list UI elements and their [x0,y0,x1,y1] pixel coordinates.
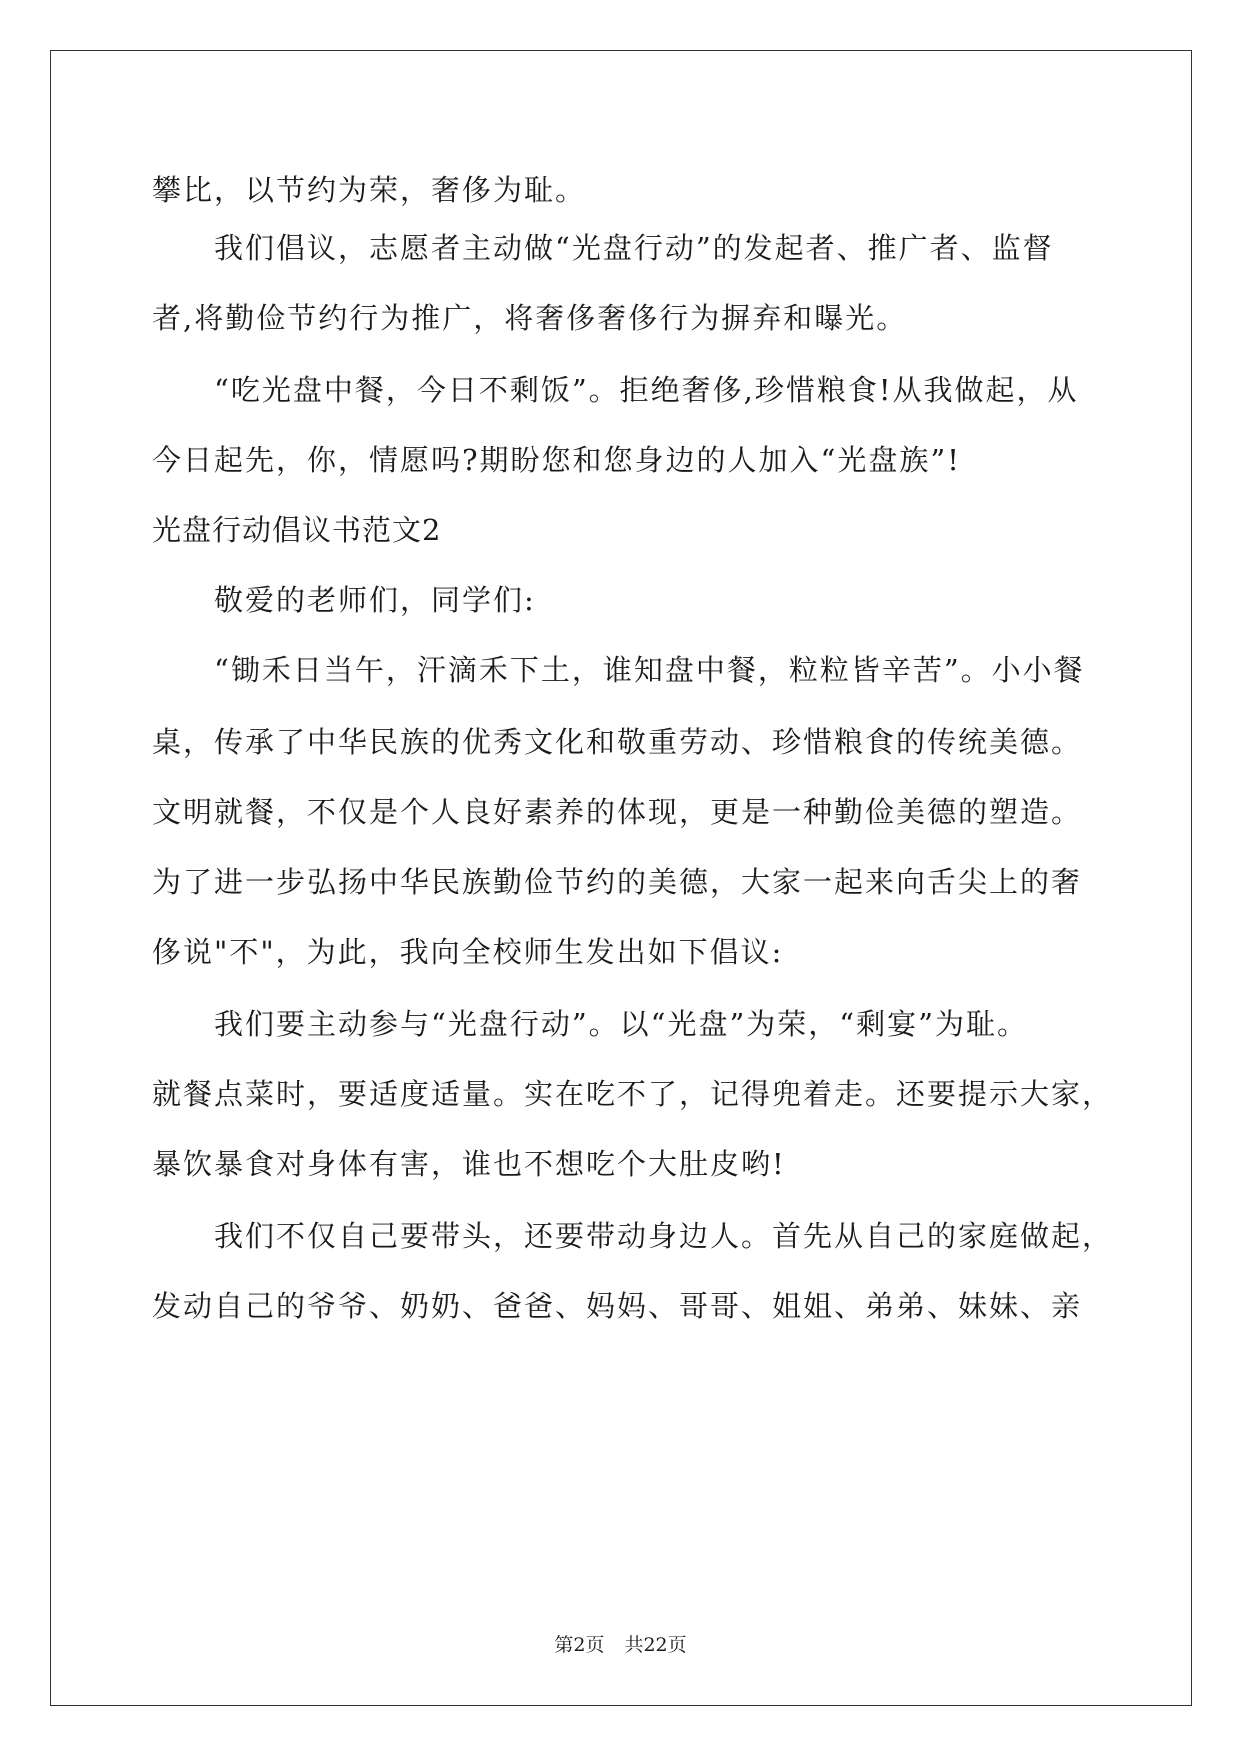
paragraph-line: 发动自己的爷爷、奶奶、爸爸、妈妈、哥哥、姐姐、弟弟、妹妹、亲 [152,1289,1083,1323]
paragraph-line: 文明就餐，不仅是个人良好素养的体现，更是一种勤俭美德的塑造。 [152,795,1083,829]
page-number: 第2页 [554,1634,605,1656]
paragraph-line: 我们不仅自己要带头，还要带动身边人。首先从自己的家庭做起， [214,1219,1114,1253]
page-footer [0,1633,1241,1657]
paragraph-line: 桌，传承了中华民族的优秀文化和敬重劳动、珍惜粮食的传统美德。 [152,725,1083,759]
paragraph-line: “吃光盘中餐，今日不剩饭”。拒绝奢侈,珍惜粮食!从我做起，从 [214,373,1079,407]
paragraph-line: 攀比，以节约为荣，奢侈为耻。 [152,173,587,207]
paragraph-line: 我们倡议，志愿者主动做“光盘行动”的发起者、推广者、监督 [214,231,1054,265]
paragraph-line: 就餐点菜时，要适度适量。实在吃不了，记得兜着走。还要提示大家， [152,1077,1114,1111]
paragraph-line: 侈说"不"，为此，我向全校师生发出如下倡议: [152,935,784,969]
paragraph-line: 为了进一步弘扬中华民族勤俭节约的美德，大家一起来向舌尖上的奢 [152,865,1083,899]
paragraph-line: 我们要主动参与“光盘行动”。以“光盘”为荣，“剩宴”为耻。 [214,1007,1028,1041]
paragraph-line: 者,将勤俭节约行为推广，将奢侈奢侈行为摒弃和曝光。 [152,301,908,335]
page-total: 共22页 [624,1634,687,1656]
section-heading: 光盘行动倡议书范文2 [152,513,442,547]
paragraph-line: 暴饮暴食对身体有害，谁也不想吃个大肚皮哟! [152,1147,786,1181]
paragraph-line: “锄禾日当午，汗滴禾下土，谁知盘中餐，粒粒皆辛苦”。小小餐 [214,653,1085,687]
paragraph-line: 今日起先，你，情愿吗?期盼您和您身边的人加入“光盘族”! [152,443,961,477]
salutation-line: 敬爱的老师们，同学们: [214,583,536,617]
